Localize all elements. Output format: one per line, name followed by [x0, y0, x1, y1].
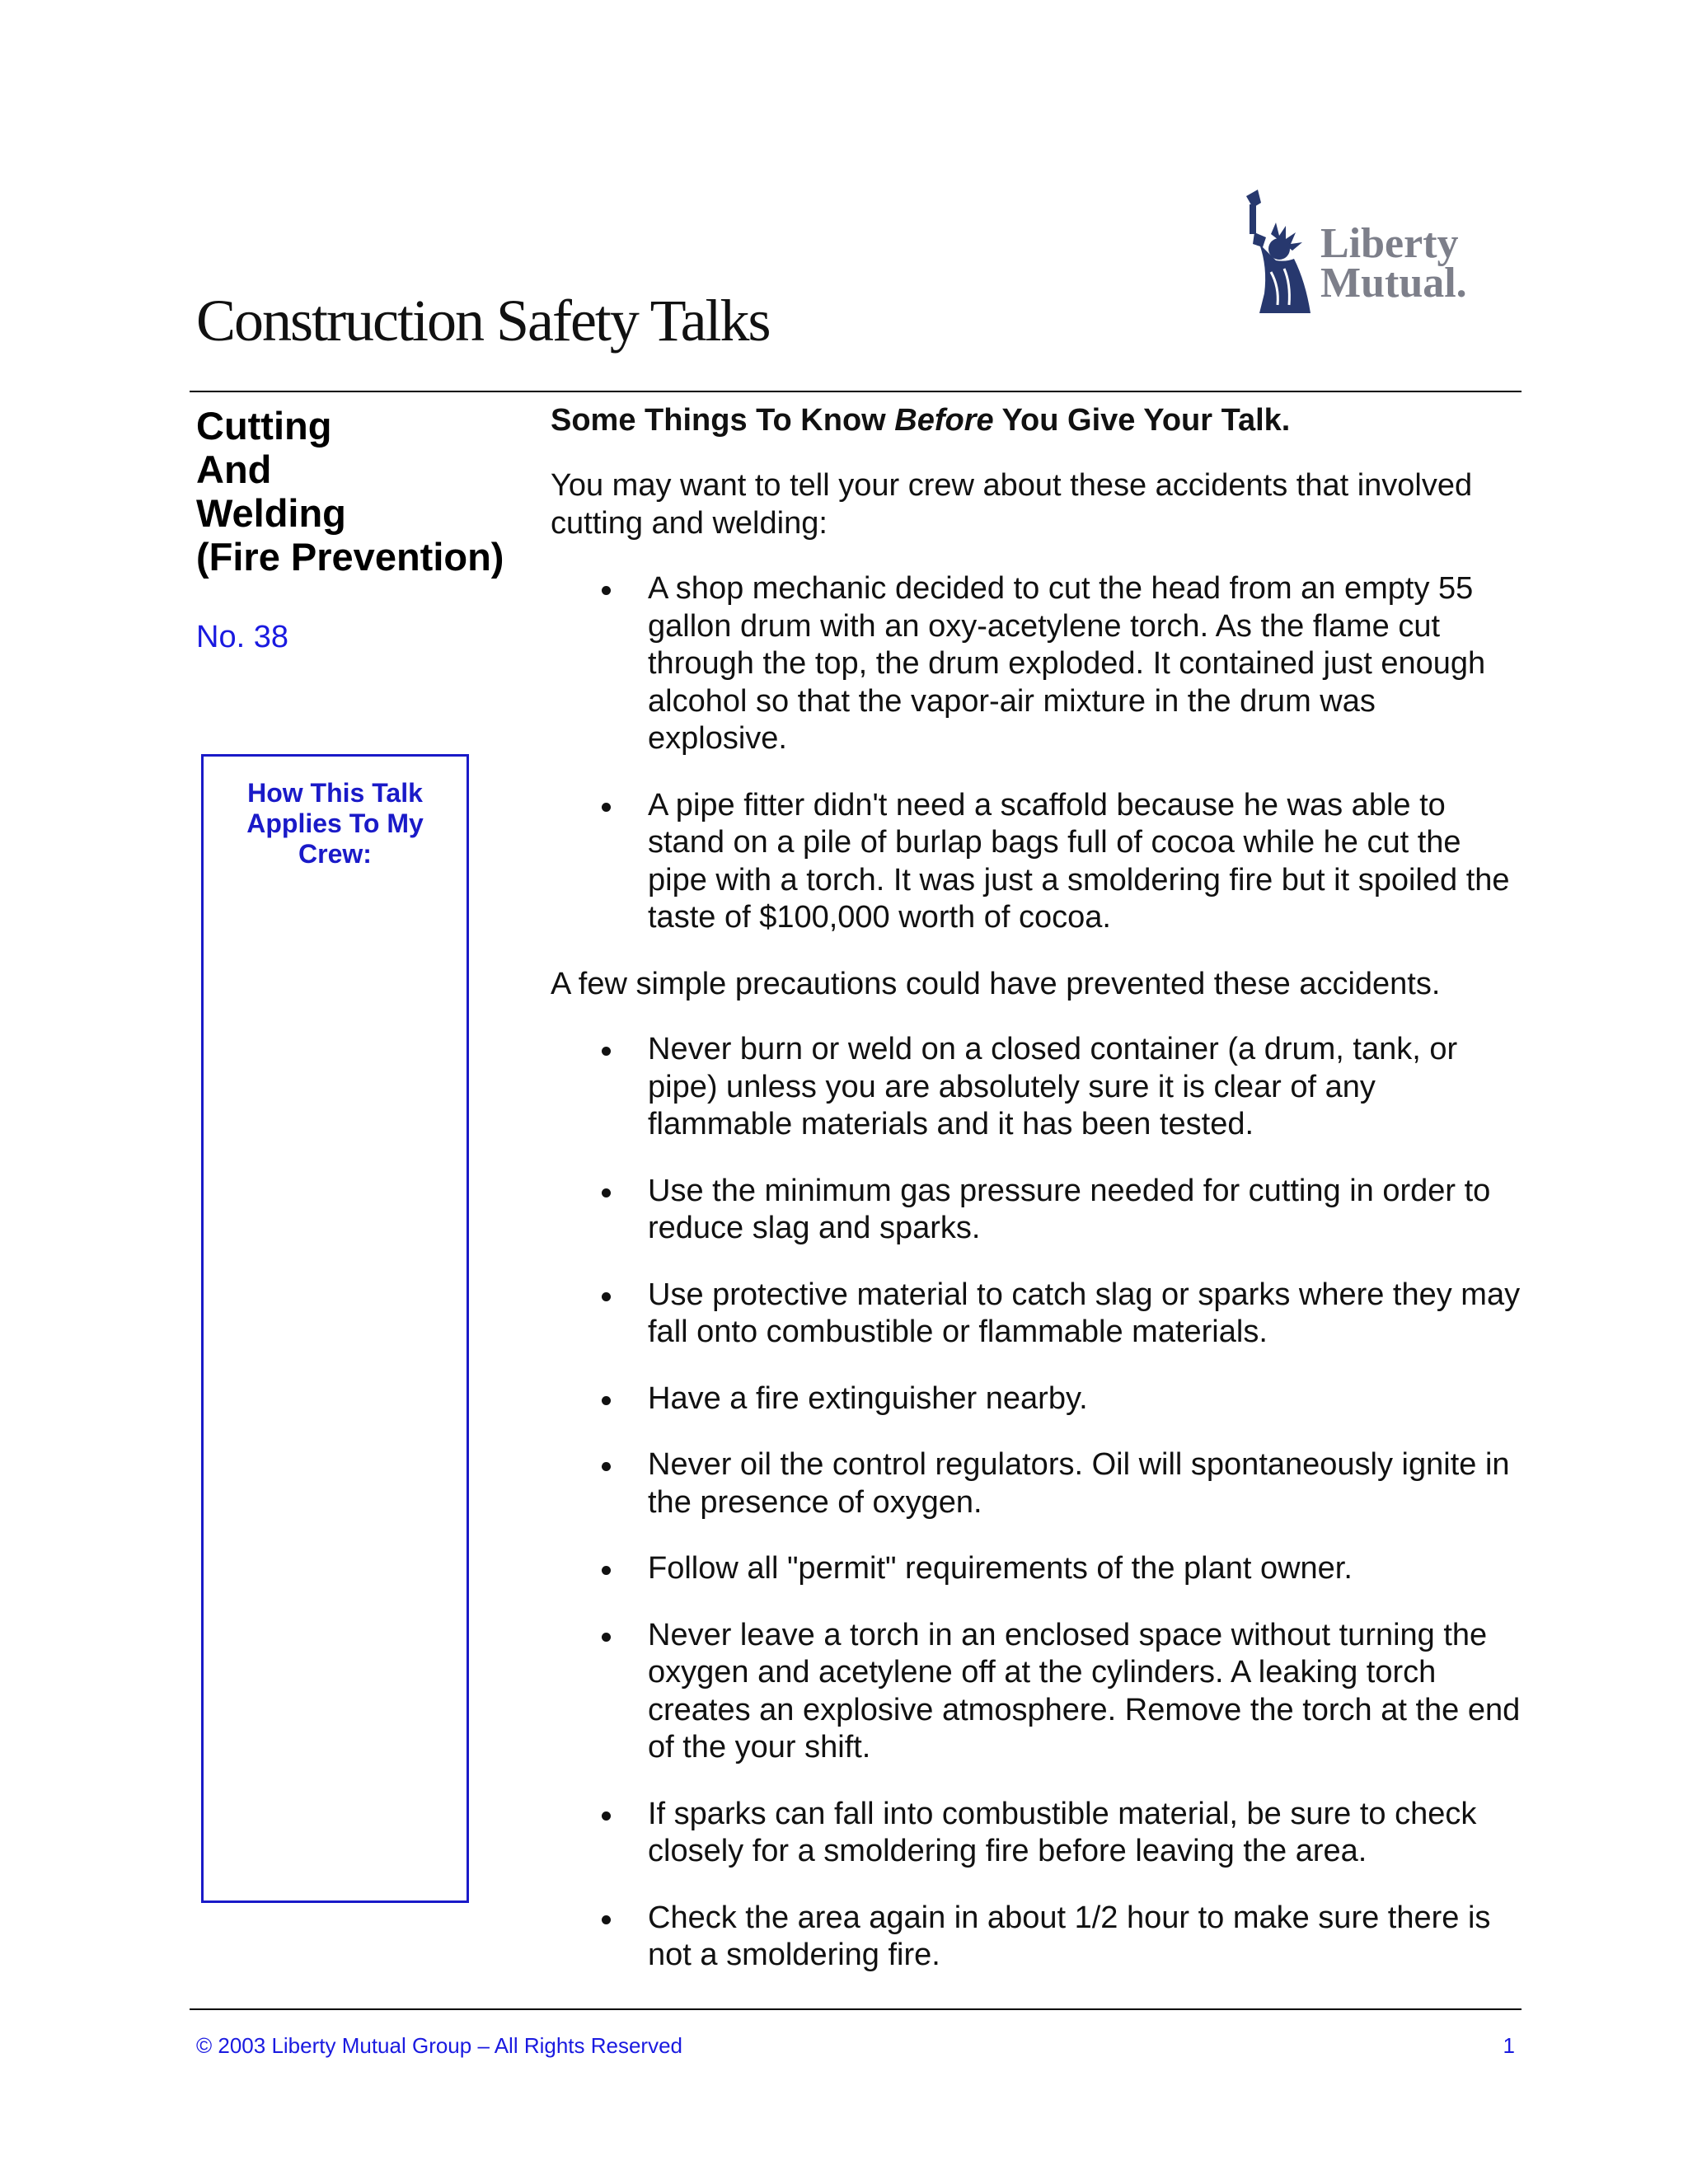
- talk-content: [551, 402, 1523, 2004]
- accident-item: A shop mechanic decided to cut the head from an empty 55 gallon drum with an oxy-acetylene torch. As the flame cut through the top, the drum exploded. It contained just enough alcohol so that the vapor-air mixture in the drum was explosive.: [551, 570, 1523, 758]
- header-divider: [190, 391, 1522, 392]
- intro-paragraph: You may want to tell your crew about these accidents that involved cutting and welding:: [551, 468, 1473, 541]
- publication-title: Construction Safety Talks: [196, 288, 770, 354]
- precautions-intro: A few simple precautions could have prevented these accidents.: [551, 966, 1441, 1001]
- content-heading: [551, 402, 1523, 439]
- precaution-item: Use the minimum gas pressure needed for cutting in order to reduce slag and sparks.: [551, 1173, 1523, 1248]
- talk-title-line: Cutting: [196, 404, 332, 448]
- precaution-item: Use protective material to catch slag or sparks where they may fall onto combustible or flammable materials.: [551, 1277, 1523, 1352]
- footer-divider: [190, 2008, 1522, 2010]
- talk-title: [196, 404, 504, 579]
- accident-list: [551, 570, 1523, 937]
- precaution-item: Check the area again in about 1/2 hour to make sure there is not a smoldering fire.: [551, 1900, 1523, 1975]
- liberty-mutual-logo: [1230, 190, 1493, 313]
- talk-title-line: (Fire Prevention): [196, 535, 504, 579]
- talk-title-line: And: [196, 448, 272, 491]
- precaution-list: [551, 1031, 1523, 1975]
- crew-notes-box: [201, 754, 469, 1903]
- crew-notes-label: How This Talk Applies To My Crew:: [246, 778, 424, 869]
- heading-emphasis: Before: [894, 403, 994, 438]
- logo-word-mutual: Mutual.: [1320, 260, 1467, 307]
- precaution-item: Follow all "permit" requirements of the plant owner.: [551, 1550, 1523, 1588]
- precaution-item: If sparks can fall into combustible material, be sure to check closely for a smoldering fire before leaving the area.: [551, 1796, 1523, 1871]
- precaution-item: Have a fire extinguisher nearby.: [551, 1380, 1523, 1418]
- precaution-item: Never burn or weld on a closed container (a drum, tank, or pipe) unless you are absolutely sure it is clear of any flammable materials and it has been tested.: [551, 1031, 1523, 1144]
- accident-item: A pipe fitter didn't need a scaffold because he was able to stand on a pile of burlap bags full of cocoa while he cut the pipe with a torch. It was just a smoldering fire but it spoiled the taste of $100,000 worth of cocoa.: [551, 787, 1523, 937]
- talk-number: No. 38: [196, 620, 288, 654]
- precaution-item: Never leave a torch in an enclosed space without turning the oxygen and acetylene off at the cylinders. A leaking torch creates an explosive atmosphere. Remove the torch at the end of the your shift.: [551, 1617, 1523, 1767]
- statue-of-liberty-icon: [1230, 190, 1320, 313]
- precaution-item: Never oil the control regulators. Oil will spontaneously ignite in the presence of oxygen.: [551, 1446, 1523, 1521]
- heading-end: You Give Your Talk.: [993, 403, 1291, 438]
- footer-copyright: © 2003 Liberty Mutual Group – All Rights Reserved: [196, 2033, 683, 2058]
- logo-word-liberty: Liberty: [1320, 220, 1459, 267]
- talk-title-line: Welding: [196, 491, 346, 535]
- heading-start: Some Things To Know: [551, 403, 895, 438]
- page-number: 1: [1503, 2033, 1515, 2058]
